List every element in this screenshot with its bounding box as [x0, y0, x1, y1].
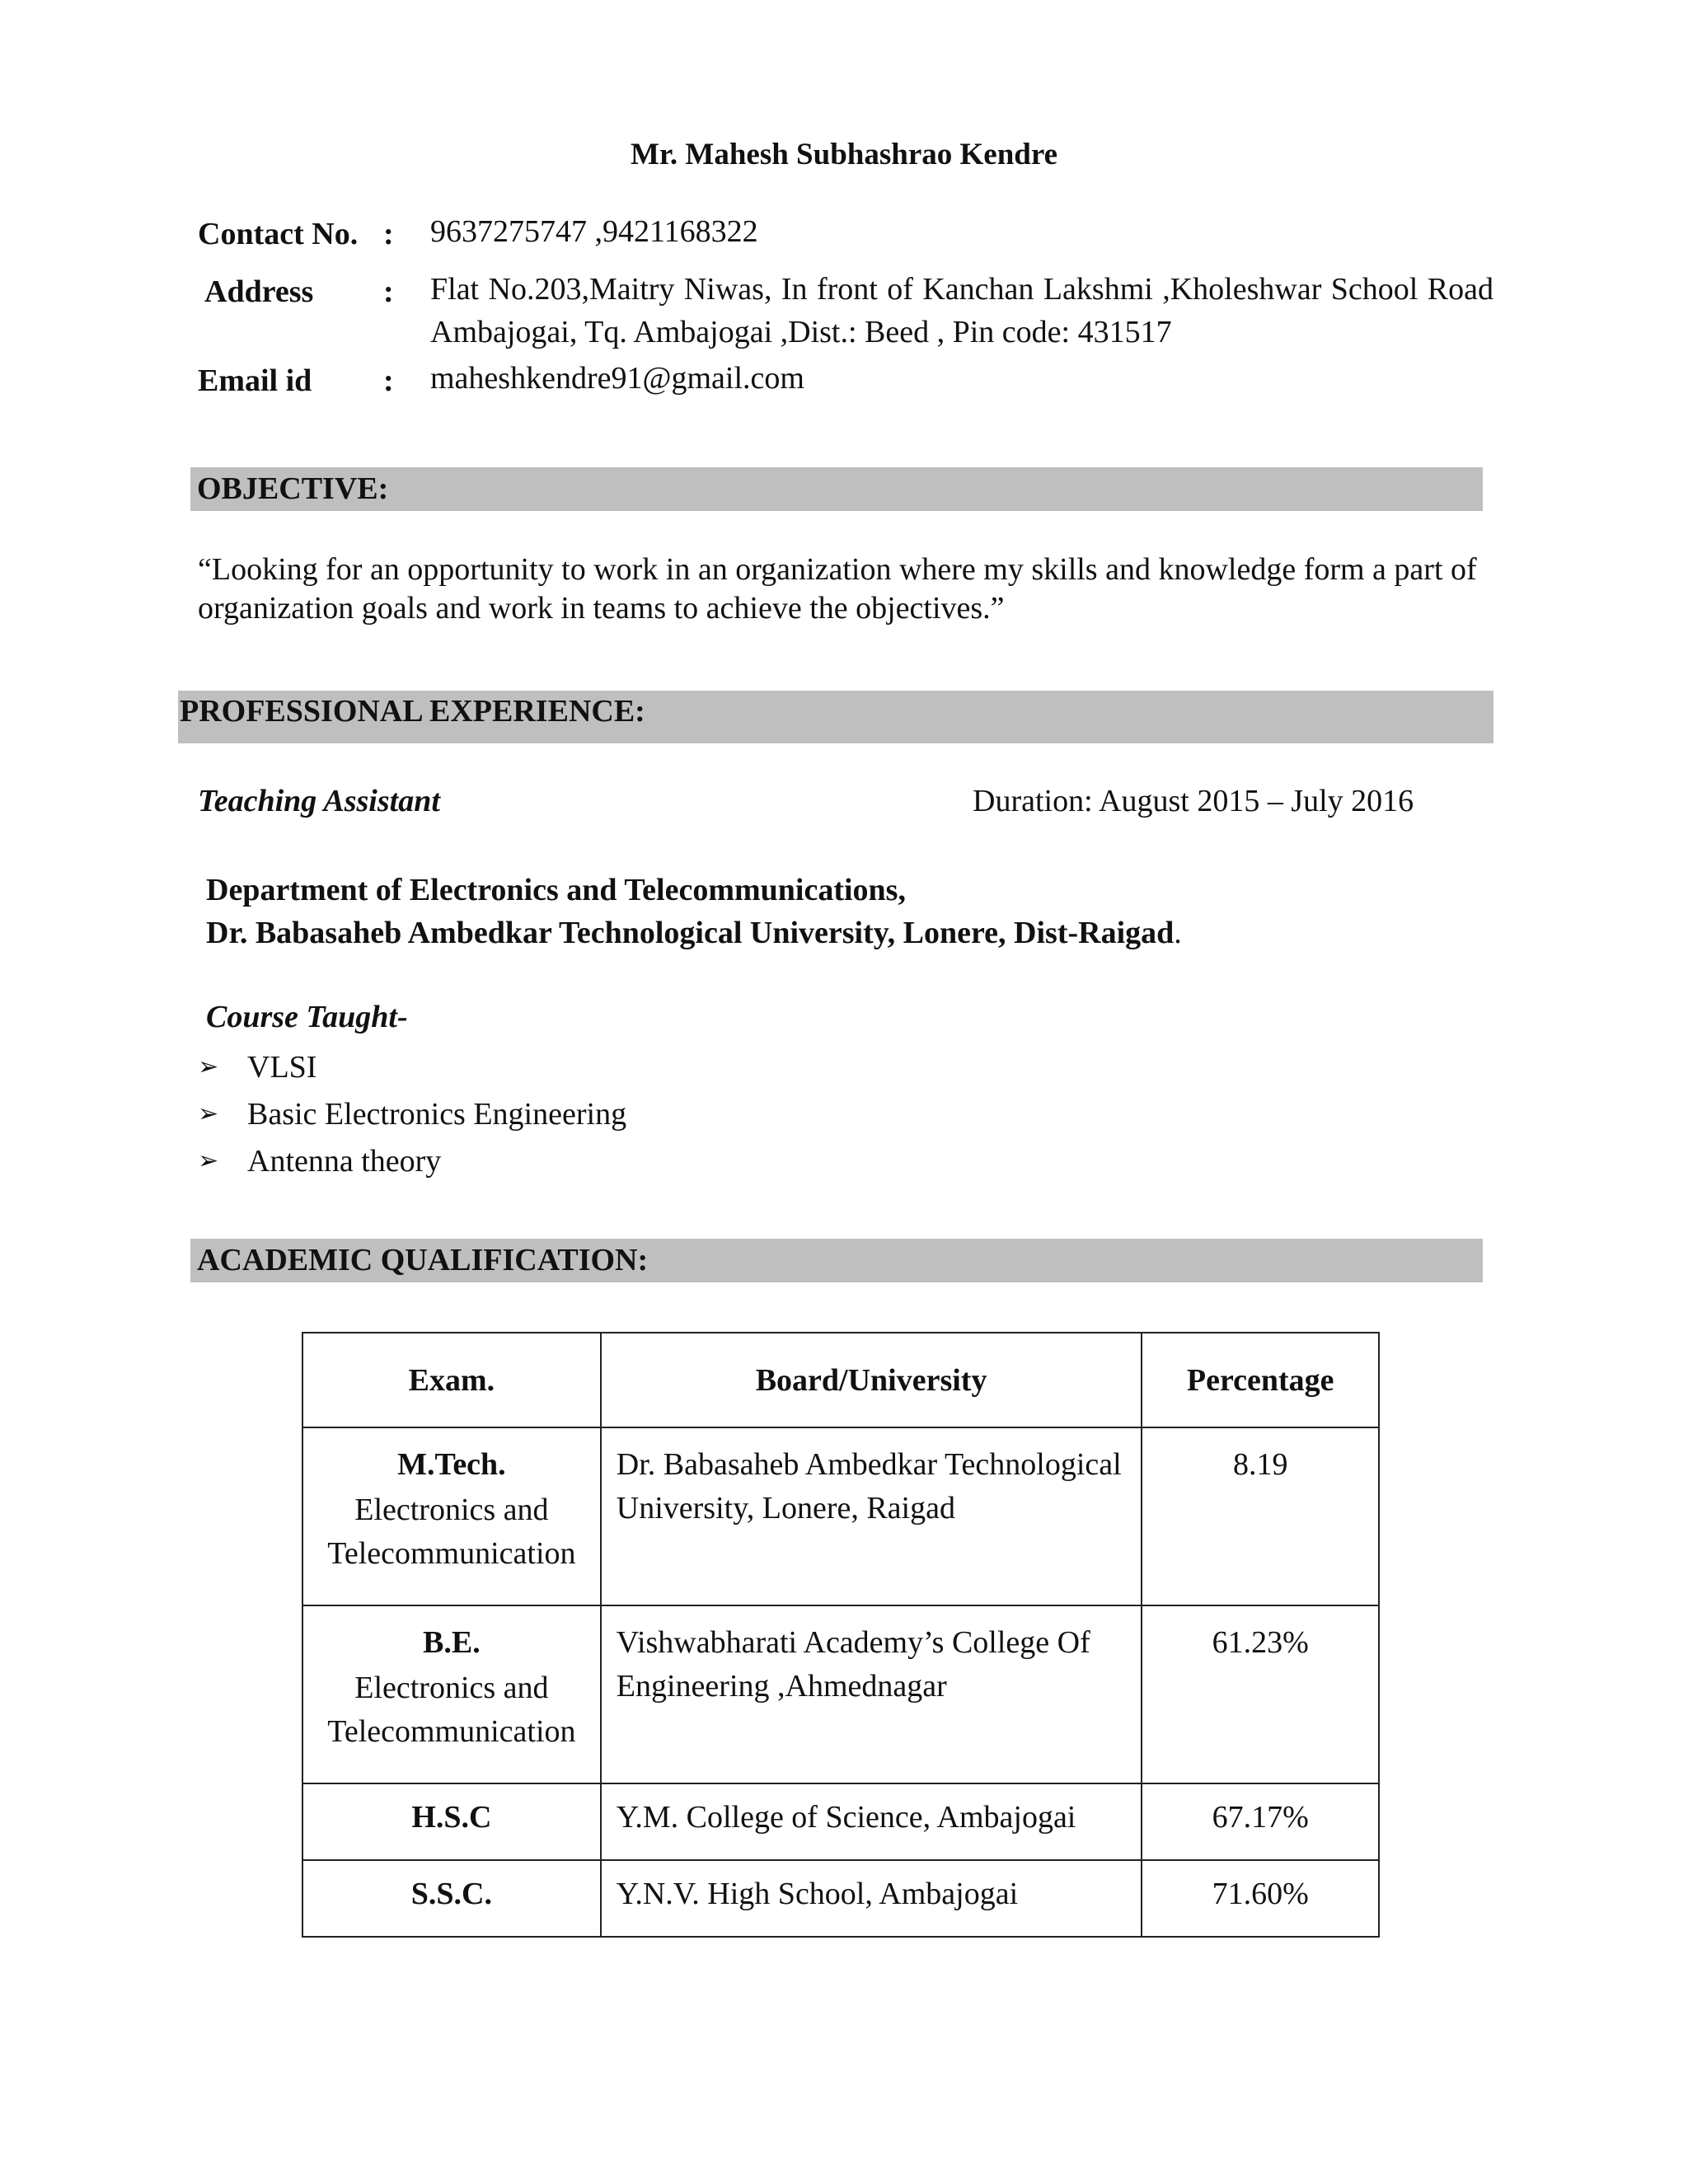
contact-row-address [198, 274, 1493, 363]
contact-separator: : [383, 217, 394, 251]
degree-name: H.S.C [411, 1800, 492, 1835]
table-row [302, 1783, 1379, 1860]
candidate-name: Mr. Mahesh Subhashrao Kendre [630, 138, 1058, 171]
board-cell: Dr. Babasaheb Ambedkar Technological University, Lonere, Raigad [601, 1427, 1142, 1605]
exam-cell [302, 1605, 601, 1783]
university-name-line [206, 912, 1182, 954]
list-item [198, 1137, 626, 1184]
arrow-bullet-icon: ➢ [198, 1100, 219, 1127]
courses-heading: Course Taught- [206, 1000, 408, 1034]
board-cell: Y.M. College of Science, Ambajogai [601, 1783, 1142, 1860]
contact-separator: : [383, 274, 394, 309]
experience-heading: PROFESSIONAL EXPERIENCE: [178, 691, 1493, 743]
email-value: maheshkendre91@gmail.com [430, 361, 804, 396]
list-item [198, 1090, 626, 1137]
job-duration: Duration: August 2015 – July 2016 [973, 784, 1414, 818]
degree-name: M.Tech. [397, 1447, 506, 1482]
arrow-bullet-icon: ➢ [198, 1053, 219, 1080]
table-row [302, 1860, 1379, 1937]
university-period: . [1174, 916, 1182, 950]
qualifications-table [302, 1332, 1380, 1938]
department-name: Department of Electronics and Telecommunications, [206, 873, 906, 907]
contact-details [198, 216, 1493, 412]
degree-name: S.S.C. [410, 1877, 492, 1911]
contact-phone: 9637275747 ,9421168322 [430, 214, 758, 249]
university-name: Dr. Babasaheb Ambedkar Technological University, Lonere, Dist-Raigad [206, 916, 1175, 950]
degree-name: B.E. [423, 1625, 481, 1660]
course-list [198, 1043, 626, 1184]
table-row [302, 1605, 1379, 1783]
percentage-cell: 8.19 [1142, 1427, 1379, 1605]
objective-heading: OBJECTIVE: [190, 467, 1483, 511]
percentage-cell: 67.17% [1142, 1783, 1379, 1860]
contact-label: Contact No. [198, 217, 359, 251]
academic-heading: ACADEMIC QUALIFICATION: [190, 1239, 1483, 1282]
address-label: Address [204, 274, 314, 309]
table-row [302, 1427, 1379, 1605]
course-name: Antenna theory [247, 1143, 442, 1179]
degree-branch: Electronics and Telecommunication [327, 1671, 576, 1749]
exam-cell [302, 1860, 601, 1937]
column-header-percentage: Percentage [1142, 1333, 1379, 1427]
list-item [198, 1043, 626, 1090]
board-cell: Y.N.V. High School, Ambajogai [601, 1860, 1142, 1937]
board-cell: Vishwabharati Academy’s College Of Engineering ,Ahmednagar [601, 1605, 1142, 1783]
table-header-row [302, 1333, 1379, 1427]
exam-cell [302, 1783, 601, 1860]
column-header-exam: Exam. [302, 1333, 601, 1427]
contact-row-phone [198, 216, 1493, 274]
employer [206, 869, 1182, 954]
degree-branch: Electronics and Telecommunication [327, 1493, 576, 1571]
address-value: Flat No.203,Maitry Niwas, In front of Kanchan Lakshmi ,Kholeshwar School Road Ambajogai, Tq. Ambajogai ,Dist.: Beed , Pin code: 431517 [430, 272, 1493, 349]
contact-separator: : [383, 363, 394, 398]
email-label: Email id [198, 363, 312, 398]
exam-cell [302, 1427, 601, 1605]
percentage-cell: 71.60% [1142, 1860, 1379, 1937]
percentage-cell: 61.23% [1142, 1605, 1379, 1783]
objective-text: “Looking for an opportunity to work in an organization where my skills and knowledge form a part of organization goals and work in teams to achieve the objectives.” [198, 552, 1477, 626]
job-title: Teaching Assistant [198, 784, 440, 818]
arrow-bullet-icon: ➢ [198, 1147, 219, 1174]
contact-row-email [198, 363, 1493, 412]
course-name: VLSI [247, 1049, 317, 1085]
column-header-board: Board/University [601, 1333, 1142, 1427]
course-name: Basic Electronics Engineering [247, 1096, 627, 1132]
